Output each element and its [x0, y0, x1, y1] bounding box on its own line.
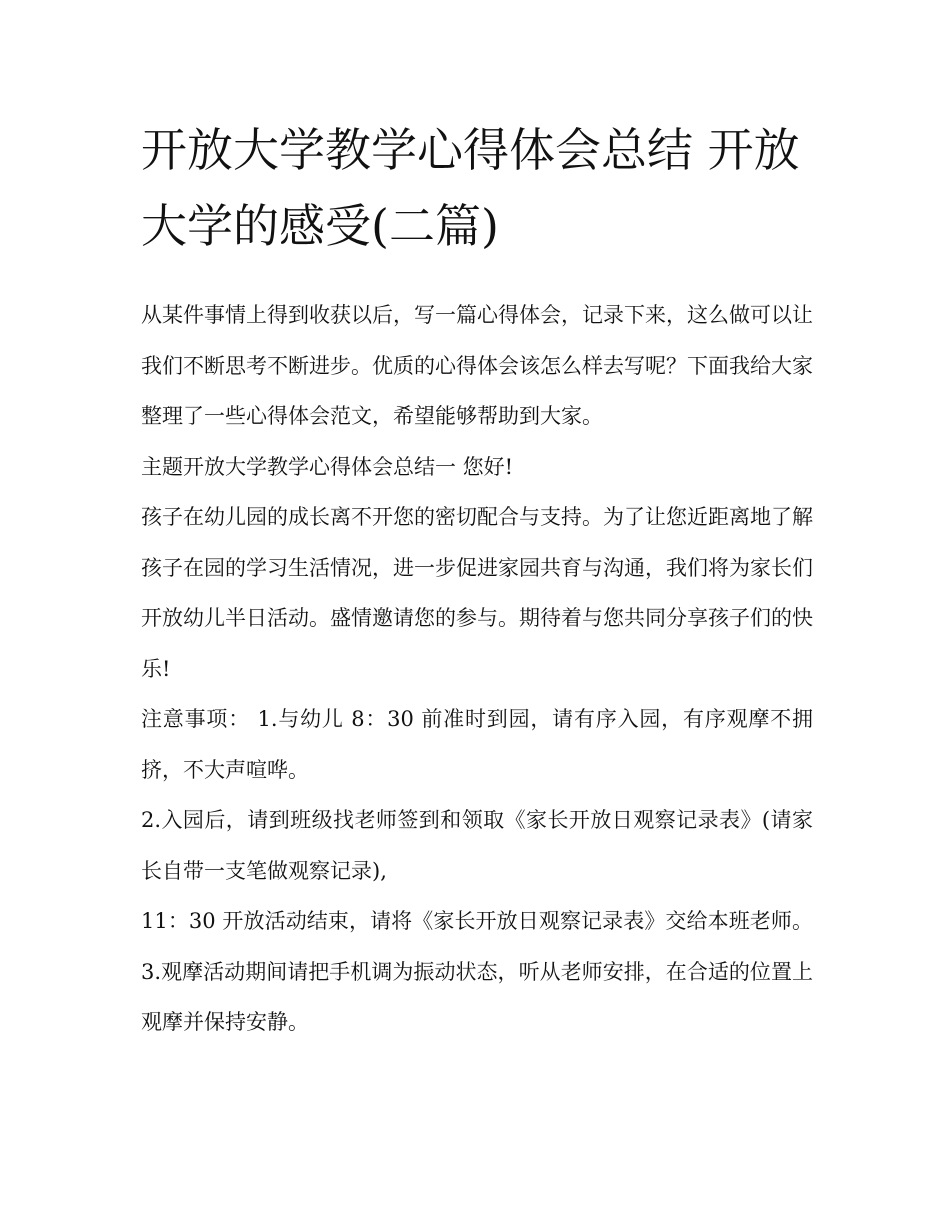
- document-title: 开放大学教学心得体会总结 开放大学的感受(二篇): [141, 123, 800, 253]
- paragraph-intro: 从某件事情上得到收获以后，写一篇心得体会，记录下来，这么做可以让我们不断思考不断进步。优质的心得体会该怎么样去写呢？下面我给大家整理了一些心得体会范文，希望能够帮助到大家。: [141, 303, 813, 428]
- document-page: [141, 112, 813, 1048]
- paragraph-notice-2: 2.入园后，请到班级找老师签到和领取《家长开放日观察记录表》(请家长自带一支笔做观察记录),: [141, 808, 813, 883]
- document-body: [141, 290, 813, 1048]
- paragraph-notice-1: 注意事项： 1.与幼儿 8：30 前准时到园，请有序入园，有序观摩不拥挤，不大声喧哗。: [141, 707, 813, 782]
- paragraph-topic: 主题开放大学教学心得体会总结一 您好!: [141, 454, 514, 479]
- paragraph-notice-3: 11：30 开放活动结束，请将《家长开放日观察记录表》交给本班老师。 3.观摩活动期间请把手机调为振动状态，听从老师安排，在合适的位置上观摩并保持安静。: [141, 909, 813, 1034]
- paragraph-invitation: 孩子在幼儿园的成长离不开您的密切配合与支持。为了让您近距离地了解孩子在园的学习生活情况，进一步促进家园共育与沟通，我们将为家长们开放幼儿半日活动。盛情邀请您的参与。期待着与您共同分享孩子们的快乐!: [141, 505, 813, 681]
